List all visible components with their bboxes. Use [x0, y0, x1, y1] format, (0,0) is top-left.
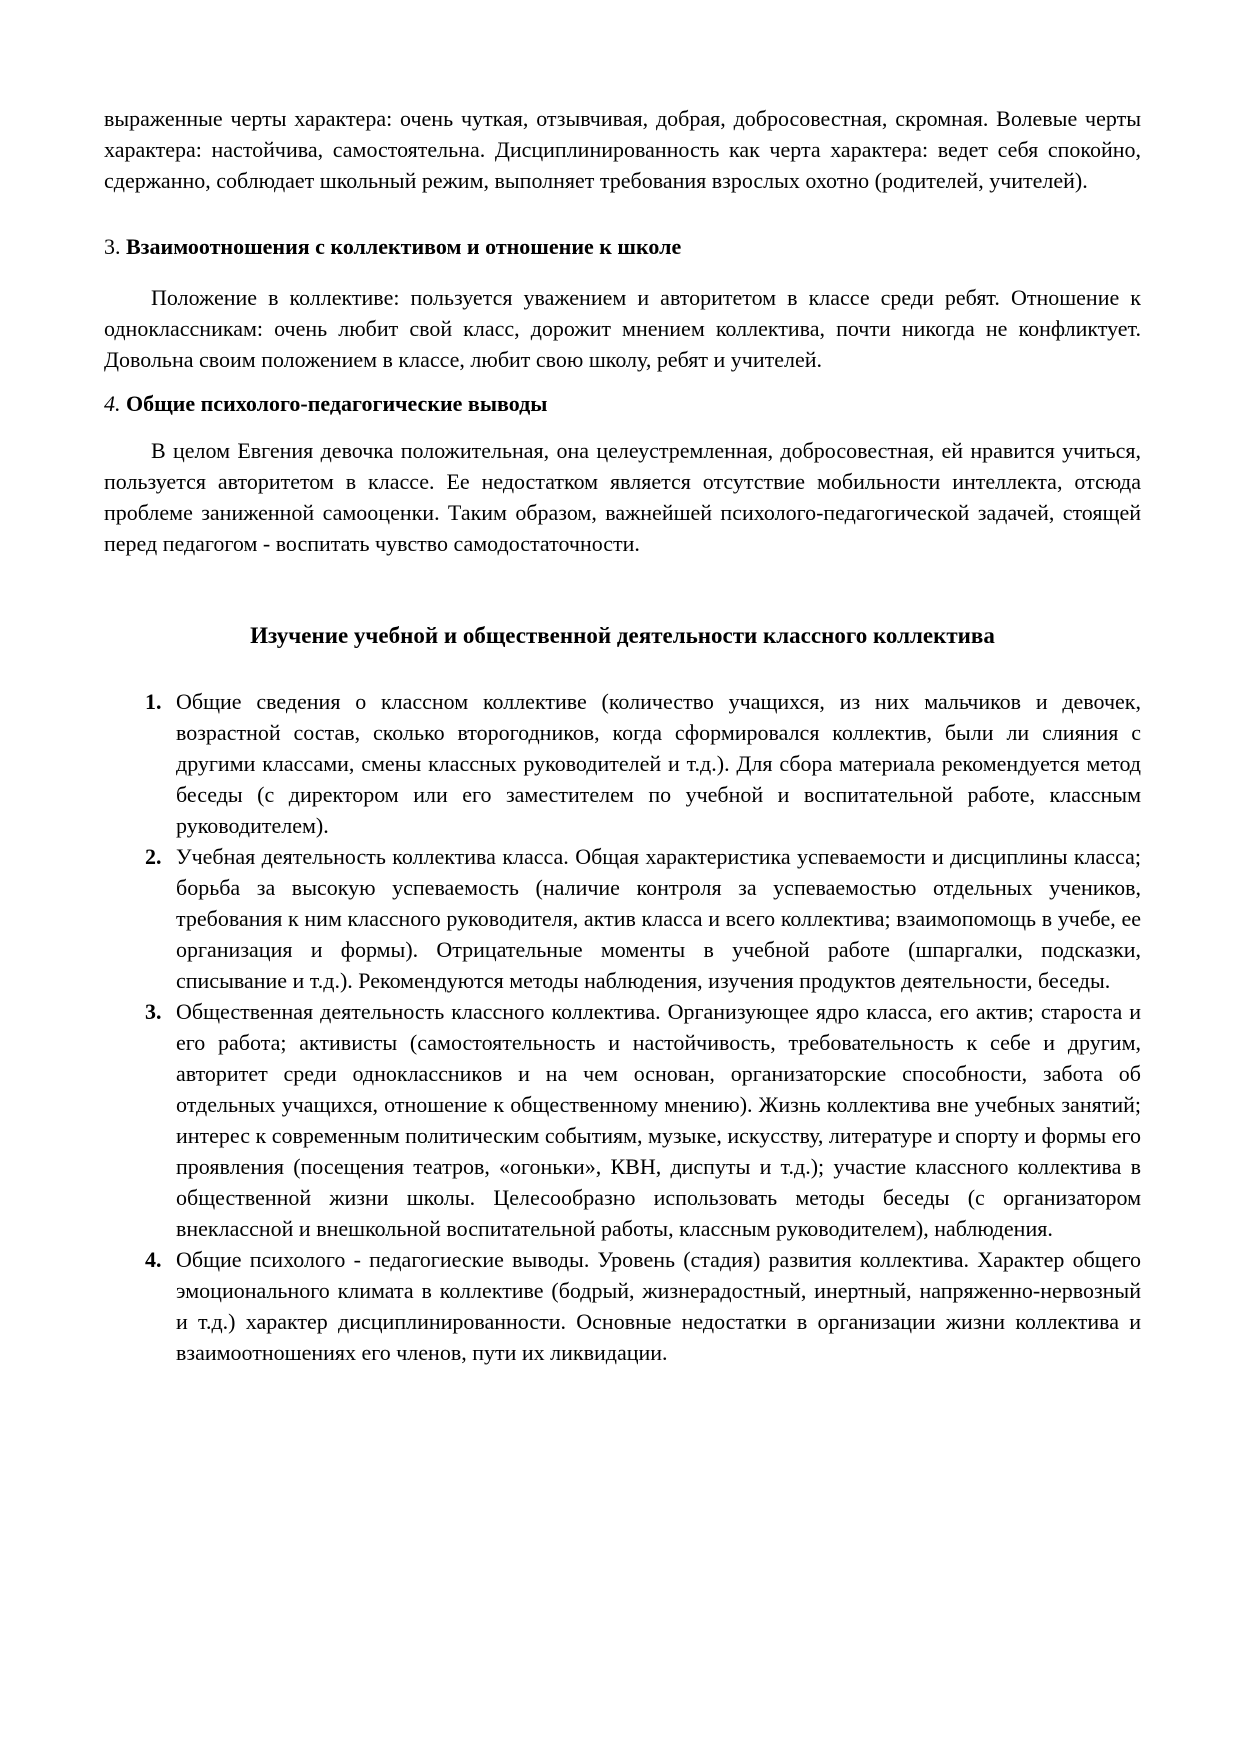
section-3-number: 3.: [104, 234, 121, 259]
section-heading-3: [104, 231, 1141, 262]
list-item-2-text: Учебная деятельность коллектива класса. Общая характеристика успеваемости и дисциплины класса; борьба за высокую успеваемость (наличие контроля за успеваемостью отдельных учеников, требования к ним классного руководителя, актив класса и всего коллектива; взаимопомощь в учебе, ее организация и формы). Отрицательные моменты в учебной работе (шпаргалки, подсказки, списывание и т.д.). Рекомендуются методы наблюдения, изучения продуктов деятельности, беседы.: [176, 844, 1141, 993]
list-item-4-text: Общие психолого - педагогиеские выводы. Уровень (стадия) развития коллектива. Характер общего эмоционального климата в коллективе (бодрый, жизнерадостный, инертный, напряженно-нервозный и т.д.) характер дисциплинированности. Основные недостатки в организации жизни коллектива и взаимоотношениях его членов, пути их ликвидации.: [176, 1247, 1141, 1365]
paragraph-collective-relations: Положение в коллективе: пользуется уважением и авторитетом в классе среди ребят. Отношение к одноклассникам: очень любит свой класс, дорожит мнением коллектива, почти никогда не конфликтует. Довольна своим положением в классе, любит свою школу, ребят и учителей.: [104, 285, 1141, 372]
numbered-list: [104, 686, 1141, 1368]
list-item-2-number: 2.: [145, 844, 162, 869]
paragraph-pedagogical-conclusions: В целом Евгения девочка положительная, она целеустремленная, добросовестная, ей нравится учиться, пользуется авторитетом в классе. Ее недостатком является отсутствие мобильности интеллекта, отсюда проблеме заниженной самооценки. Таким образом, важнейшей психолого-педагогической задачей, стоящей перед педагогом - воспитать чувство самодостаточности.: [104, 438, 1141, 556]
paragraph-character-traits: выраженные черты характера: очень чуткая, отзывчивая, добрая, добросовестная, скромная. Волевые черты характера: настойчива, самостоятельна. Дисциплинированность как черта характера: ведет себя спокойно, сдержанно, соблюдает школьный режим, выполняет требования взрослых охотно (родителей, учителей).: [104, 106, 1141, 193]
list-item-2: [145, 841, 1141, 996]
list-item-4: [145, 1244, 1141, 1368]
list-item-1: [145, 686, 1141, 841]
list-item-1-text: Общие сведения о классном коллективе (количество учащихся, из них мальчиков и девочек, возрастной состав, сколько второгодников, когда сформировался коллектив, были ли слияния с другими классами, смены классных руководителей и т.д.). Для сбора материала рекомендуется метод беседы (с директором или его заместителем по учебной и воспитательной работе, классным руководителем).: [176, 689, 1141, 838]
list-item-3-text: Общественная деятельность классного коллектива. Организующее ядро класса, его актив; староста и его работа; активисты (самостоятельность и настойчивость, требовательность к себе и другим, авторитет среди одноклассников и на чем основан, организаторские способности, забота об отдельных учащихся, отношение к общественному мнению). Жизнь коллектива вне учебных занятий; интерес к современным политическим событиям, музыке, искусству, литературе и спорту и формы его проявления (посещения театров, «огоньки», КВН, диспуты и т.д.); участие классного коллектива в общественной жизни школы. Целесообразно использовать методы беседы (с организатором внеклассной и внешкольной воспитательной работы, классным руководителем), наблюдения.: [176, 999, 1141, 1241]
section-heading-4: [104, 388, 1141, 419]
list-item-3-number: 3.: [145, 999, 162, 1024]
list-item-4-number: 4.: [145, 1247, 162, 1272]
list-item-1-number: 1.: [145, 689, 162, 714]
study-section-heading: Изучение учебной и общественной деятельности классного коллектива: [250, 623, 995, 648]
section-3-title: Взаимоотношения с коллективом и отношение к школе: [126, 234, 682, 259]
section-4-number: 4.: [104, 391, 121, 416]
list-item-3: [145, 996, 1141, 1244]
section-4-title: Общие психолого-педагогические выводы: [126, 391, 548, 416]
